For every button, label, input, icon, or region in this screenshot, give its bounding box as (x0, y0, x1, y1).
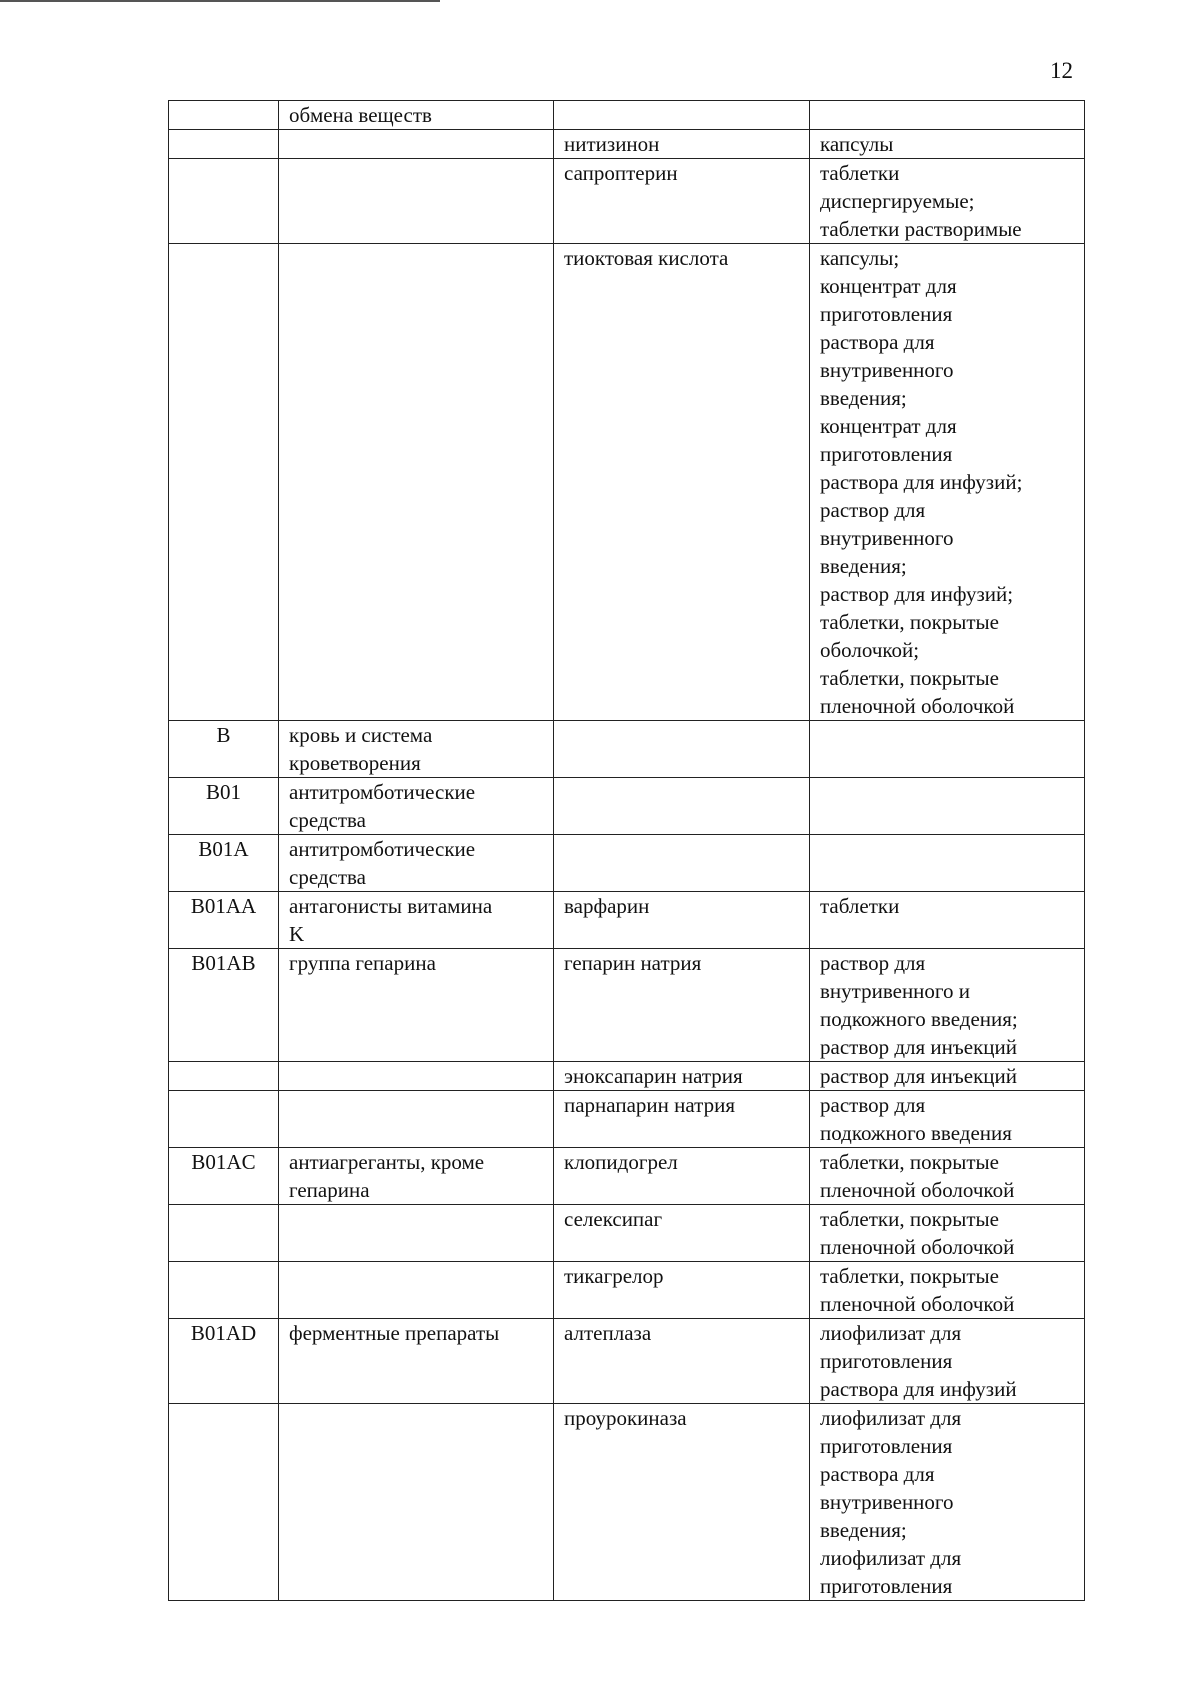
substance-cell: гепарин натрия (554, 949, 810, 1062)
dosage-form-cell: таблетки, покрытые пленочной оболочкой (810, 1205, 1085, 1262)
table-row (169, 892, 1085, 949)
table-row (169, 1404, 1085, 1601)
table-row (169, 101, 1085, 130)
group-name-cell: антагонисты витамина K (279, 892, 554, 949)
scan-top-edge-line (0, 0, 440, 2)
atc-code-cell (169, 1062, 279, 1091)
dosage-form-cell (810, 778, 1085, 835)
substance-cell: парнапарин натрия (554, 1091, 810, 1148)
table-row (169, 949, 1085, 1062)
dosage-form-cell: лиофилизат для приготовления раствора для внутривенного введения; лиофилизат для приготовления (810, 1404, 1085, 1601)
group-name-cell (279, 1205, 554, 1262)
group-name-cell (279, 1062, 554, 1091)
atc-code-cell (169, 244, 279, 721)
substance-cell: варфарин (554, 892, 810, 949)
atc-code-cell: B01AC (169, 1148, 279, 1205)
substance-cell: тикагрелор (554, 1262, 810, 1319)
dosage-form-cell: таблетки, покрытые пленочной оболочкой (810, 1148, 1085, 1205)
table-row (169, 1062, 1085, 1091)
table-row (169, 1319, 1085, 1404)
dosage-form-cell (810, 835, 1085, 892)
dosage-form-cell (810, 101, 1085, 130)
substance-cell: эноксапарин натрия (554, 1062, 810, 1091)
atc-code-cell (169, 101, 279, 130)
substance-cell (554, 778, 810, 835)
dosage-form-cell: лиофилизат для приготовления раствора для инфузий (810, 1319, 1085, 1404)
substance-cell: алтеплаза (554, 1319, 810, 1404)
substance-cell (554, 101, 810, 130)
substance-cell: проурокиназа (554, 1404, 810, 1601)
dosage-form-cell: таблетки диспергируемые; таблетки растворимые (810, 159, 1085, 244)
atc-code-cell: B01AD (169, 1319, 279, 1404)
atc-code-cell: B (169, 721, 279, 778)
dosage-form-cell: капсулы; концентрат для приготовления раствора для внутривенного введения; концентрат для приготовления раствора для инфузий; раствор для внутривенного введения; раствор для инфузий; таблетки, покрытые оболочкой; таблетки, покрытые пленочной оболочкой (810, 244, 1085, 721)
group-name-cell (279, 130, 554, 159)
group-name-cell (279, 159, 554, 244)
group-name-cell: группа гепарина (279, 949, 554, 1062)
dosage-form-cell: раствор для внутривенного и подкожного введения; раствор для инъекций (810, 949, 1085, 1062)
page-number: 12 (1050, 58, 1073, 83)
table-row (169, 159, 1085, 244)
atc-code-cell: B01 (169, 778, 279, 835)
table-body (169, 101, 1085, 1601)
atc-code-cell: B01AB (169, 949, 279, 1062)
table-row (169, 130, 1085, 159)
atc-code-cell (169, 1404, 279, 1601)
group-name-cell (279, 1091, 554, 1148)
group-name-cell: обмена веществ (279, 101, 554, 130)
substance-cell: клопидогрел (554, 1148, 810, 1205)
atc-code-cell: B01A (169, 835, 279, 892)
group-name-cell (279, 244, 554, 721)
atc-code-cell (169, 159, 279, 244)
table-row (169, 244, 1085, 721)
drug-classification-table-container (168, 100, 1084, 1601)
dosage-form-cell: раствор для подкожного введения (810, 1091, 1085, 1148)
atc-code-cell (169, 130, 279, 159)
substance-cell: тиоктовая кислота (554, 244, 810, 721)
atc-code-cell (169, 1205, 279, 1262)
dosage-form-cell: капсулы (810, 130, 1085, 159)
table-row (169, 721, 1085, 778)
atc-code-cell (169, 1091, 279, 1148)
table-row (169, 1148, 1085, 1205)
substance-cell (554, 835, 810, 892)
group-name-cell (279, 1262, 554, 1319)
substance-cell: сапроптерин (554, 159, 810, 244)
drug-classification-table (168, 100, 1085, 1601)
atc-code-cell: B01AA (169, 892, 279, 949)
dosage-form-cell: таблетки (810, 892, 1085, 949)
group-name-cell: антитромботические средства (279, 778, 554, 835)
group-name-cell: кровь и система кроветворения (279, 721, 554, 778)
dosage-form-cell: таблетки, покрытые пленочной оболочкой (810, 1262, 1085, 1319)
group-name-cell: антитромботические средства (279, 835, 554, 892)
group-name-cell: антиагреганты, кроме гепарина (279, 1148, 554, 1205)
dosage-form-cell (810, 721, 1085, 778)
table-row (169, 1091, 1085, 1148)
dosage-form-cell: раствор для инъекций (810, 1062, 1085, 1091)
atc-code-cell (169, 1262, 279, 1319)
substance-cell: селексипаг (554, 1205, 810, 1262)
table-row (169, 1262, 1085, 1319)
group-name-cell (279, 1404, 554, 1601)
substance-cell (554, 721, 810, 778)
table-row (169, 835, 1085, 892)
table-row (169, 1205, 1085, 1262)
group-name-cell: ферментные препараты (279, 1319, 554, 1404)
table-row (169, 778, 1085, 835)
substance-cell: нитизинон (554, 130, 810, 159)
